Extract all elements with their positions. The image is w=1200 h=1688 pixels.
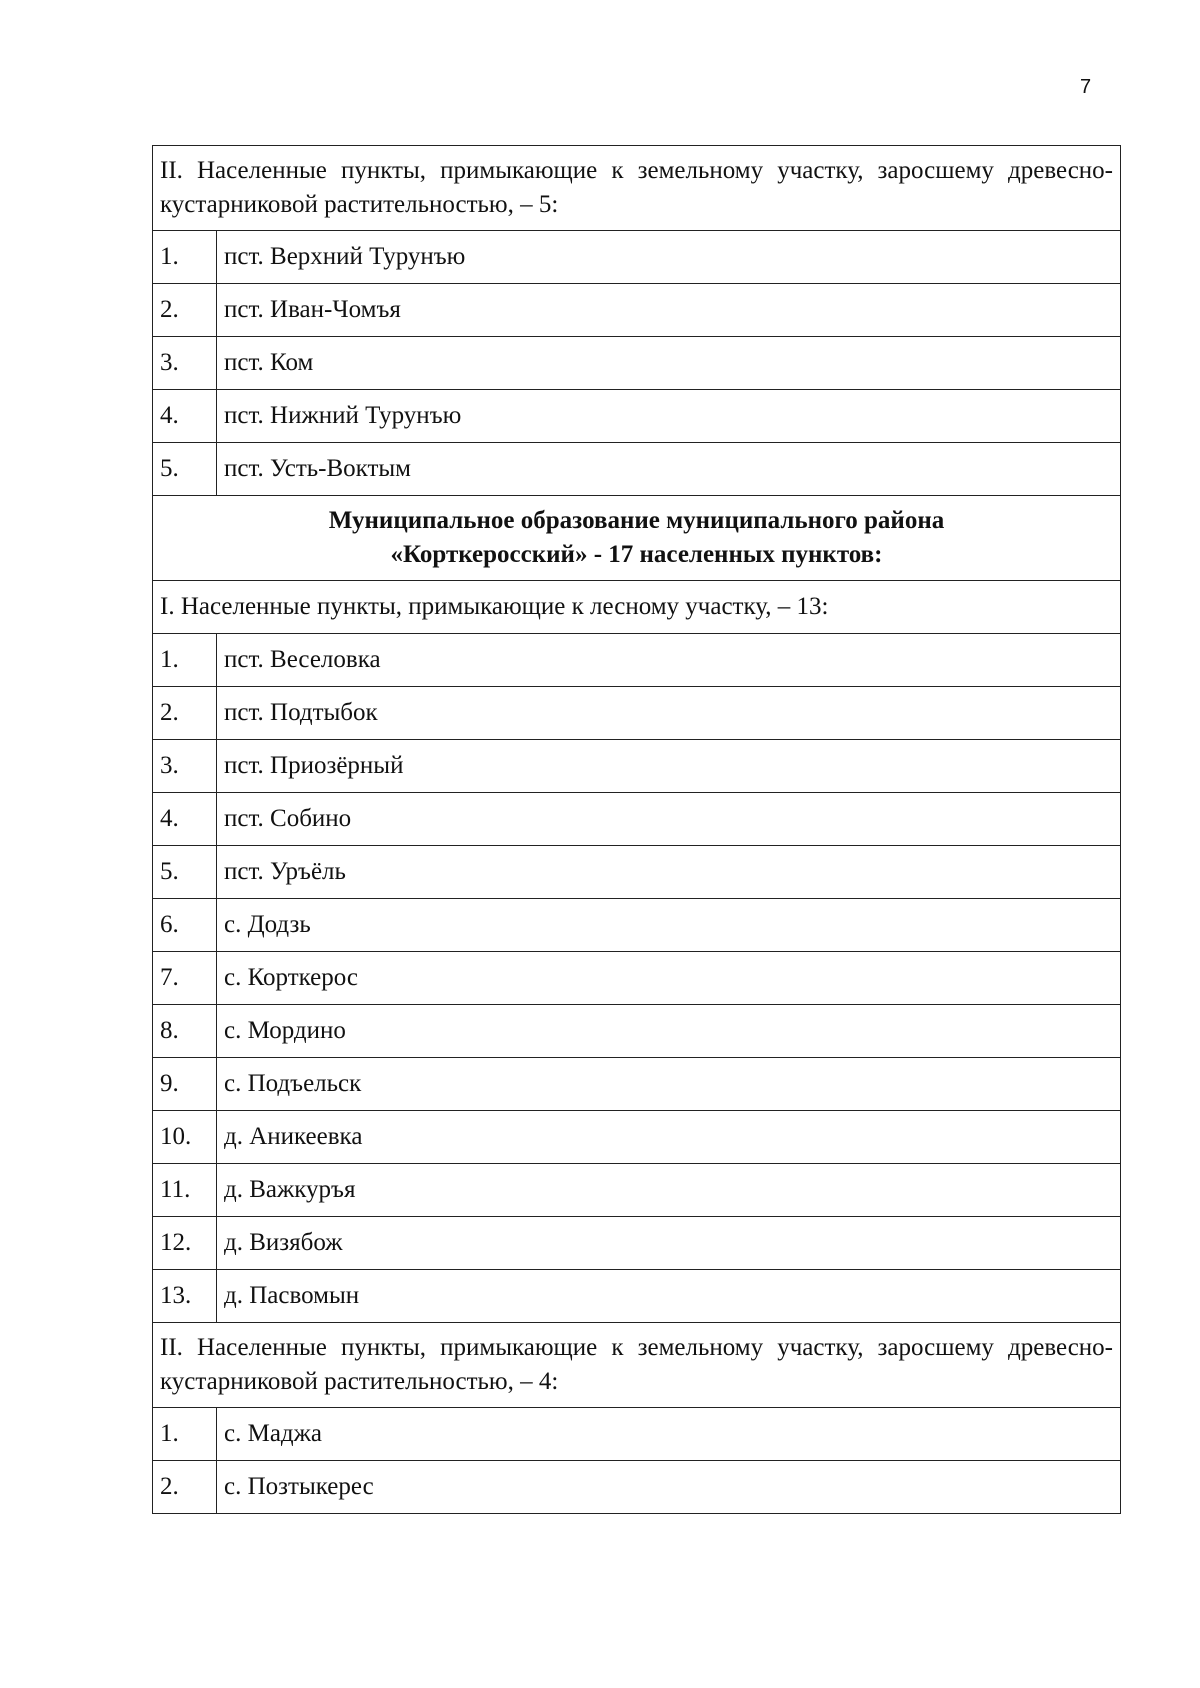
table-row	[153, 1111, 1121, 1164]
table-row	[153, 1058, 1121, 1111]
table-row	[153, 390, 1121, 443]
item-number: 11.	[153, 1164, 217, 1217]
table-row	[153, 231, 1121, 284]
item-number: 9.	[153, 1058, 217, 1111]
table-row	[153, 1164, 1121, 1217]
item-number: 6.	[153, 899, 217, 952]
item-number: 8.	[153, 1005, 217, 1058]
settlement-name: д. Важкуръя	[217, 1164, 1121, 1217]
table-row	[153, 1461, 1121, 1514]
settlement-name: с. Маджа	[217, 1408, 1121, 1461]
item-number: 1.	[153, 231, 217, 284]
settlement-name: пст. Нижний Турунъю	[217, 390, 1121, 443]
settlement-name: пст. Ком	[217, 337, 1121, 390]
table-row	[153, 284, 1121, 337]
settlement-name: пст. Веселовка	[217, 634, 1121, 687]
item-number: 5.	[153, 443, 217, 496]
item-number: 12.	[153, 1217, 217, 1270]
item-number: 13.	[153, 1270, 217, 1323]
table-row	[153, 846, 1121, 899]
municipality-heading-line: «Корткеросский» - 17 населенных пунктов:	[390, 541, 883, 568]
settlement-name: с. Позтыкерес	[217, 1461, 1121, 1514]
settlement-name: пст. Усть-Воктым	[217, 443, 1121, 496]
settlement-name: пст. Подтыбок	[217, 687, 1121, 740]
item-number: 2.	[153, 687, 217, 740]
settlement-name: с. Додзь	[217, 899, 1121, 952]
settlement-name: д. Визябож	[217, 1217, 1121, 1270]
page-number: 7	[1080, 76, 1092, 98]
settlements-table	[152, 145, 1121, 1514]
table-row	[153, 1270, 1121, 1323]
settlement-name: с. Корткерос	[217, 952, 1121, 1005]
item-number: 5.	[153, 846, 217, 899]
table-row	[153, 337, 1121, 390]
settlement-name: пст. Иван-Чомъя	[217, 284, 1121, 337]
municipality-heading	[153, 496, 1121, 581]
table-row	[153, 899, 1121, 952]
section-header-row	[153, 146, 1121, 231]
item-number: 1.	[153, 634, 217, 687]
settlement-name: д. Аникеевка	[217, 1111, 1121, 1164]
settlement-name: пст. Собино	[217, 793, 1121, 846]
section-header-row	[153, 1323, 1121, 1408]
municipality-heading-row	[153, 496, 1121, 581]
settlement-name: пст. Уръёль	[217, 846, 1121, 899]
item-number: 2.	[153, 284, 217, 337]
table-row	[153, 1005, 1121, 1058]
item-number: 2.	[153, 1461, 217, 1514]
item-number: 10.	[153, 1111, 217, 1164]
item-number: 7.	[153, 952, 217, 1005]
table-row	[153, 793, 1121, 846]
item-number: 4.	[153, 793, 217, 846]
settlement-name: пст. Верхний Турунъю	[217, 231, 1121, 284]
item-number: 4.	[153, 390, 217, 443]
item-number: 3.	[153, 337, 217, 390]
settlement-name: пст. Приозёрный	[217, 740, 1121, 793]
item-number: 1.	[153, 1408, 217, 1461]
section-header-row	[153, 581, 1121, 634]
table-row	[153, 740, 1121, 793]
table-row	[153, 634, 1121, 687]
settlements-table-body	[153, 146, 1121, 1514]
section-header: II. Населенные пункты, примыкающие к земельному участку, заросшему древесно-кустарниковой растительностью, – 4:	[153, 1323, 1121, 1408]
settlement-name: д. Пасвомын	[217, 1270, 1121, 1323]
municipality-heading-line: Муниципальное образование муниципального района	[328, 507, 945, 534]
settlement-name: с. Мордино	[217, 1005, 1121, 1058]
section-header: I. Населенные пункты, примыкающие к лесному участку, – 13:	[153, 581, 1121, 634]
table-row	[153, 443, 1121, 496]
table-row	[153, 687, 1121, 740]
table-row	[153, 1217, 1121, 1270]
table-row	[153, 1408, 1121, 1461]
table-row	[153, 952, 1121, 1005]
item-number: 3.	[153, 740, 217, 793]
section-header: II. Населенные пункты, примыкающие к земельному участку, заросшему древесно-кустарниковой растительностью, – 5:	[153, 146, 1121, 231]
settlement-name: с. Подъельск	[217, 1058, 1121, 1111]
